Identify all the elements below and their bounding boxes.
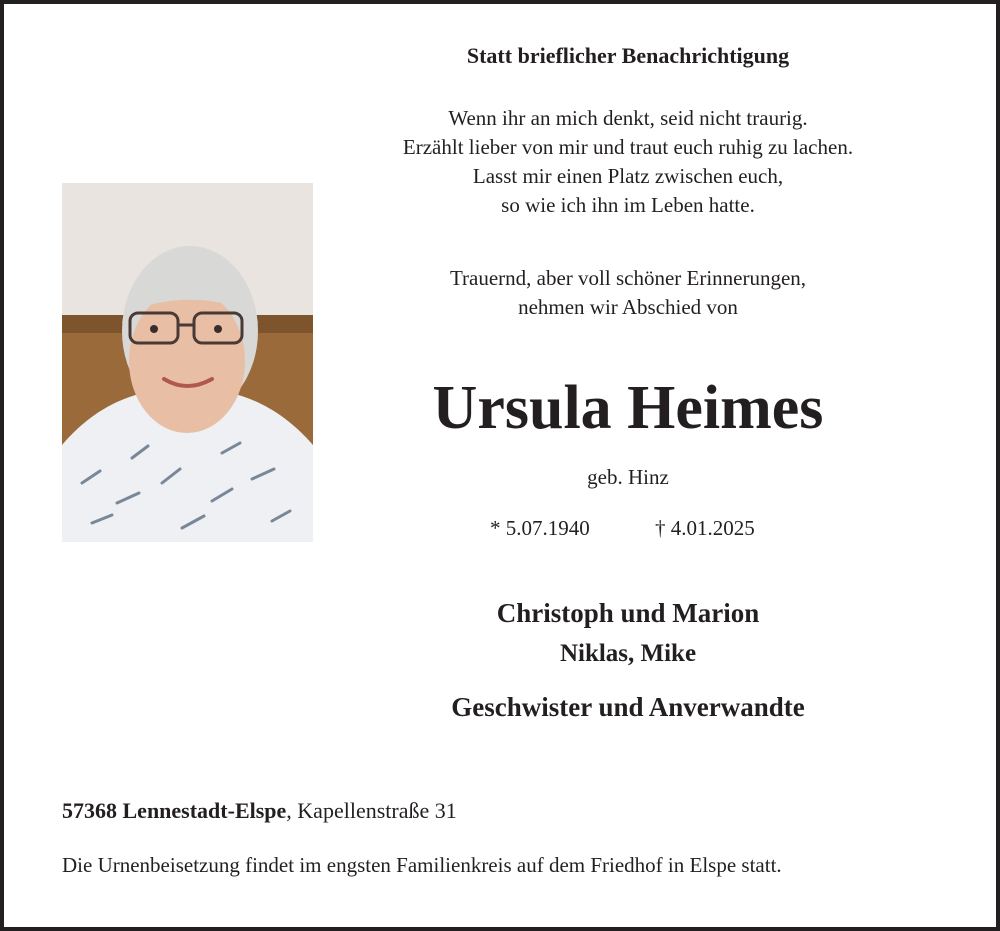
poem-line-3: Lasst mir einen Platz zwischen euch, [472,164,784,188]
intro-line-1: Trauernd, aber voll schöner Erinnerungen, [449,266,807,290]
face [129,289,245,433]
poem-line-1: Wenn ihr an mich denkt, seid nicht traurig. [448,106,808,130]
poem-line-2: Erzählt lieber von mir und traut euch ruhig zu lachen. [402,135,854,159]
death-date: † 4.01.2025 [655,516,755,540]
mourners-line-2: Niklas, Mike [559,640,697,667]
portrait-photo [62,183,313,542]
address-city: 57368 Lennestadt-Elspe [62,798,287,823]
portrait-illustration [62,183,313,542]
intro-line-2: nehmen wir Abschied von [518,295,738,319]
mourners-line-3: Geschwister und Anverwandte [451,692,805,722]
notice-header: Statt brieflicher Benachrichtigung [466,43,790,68]
birth-date: * 5.07.1940 [490,516,590,540]
address-street: , Kapellenstraße 31 [286,798,457,823]
address-line [62,797,457,825]
deceased-name: Ursula Heimes [432,374,824,442]
maiden-name: geb. Hinz [587,465,669,489]
poem-line-4: so wie ich ihn im Leben hatte. [501,193,755,217]
burial-note: Die Urnenbeisetzung findet im engsten Familienkreis auf dem Friedhof in Elspe statt. [62,853,782,877]
mourners-line-1: Christoph und Marion [496,598,760,628]
